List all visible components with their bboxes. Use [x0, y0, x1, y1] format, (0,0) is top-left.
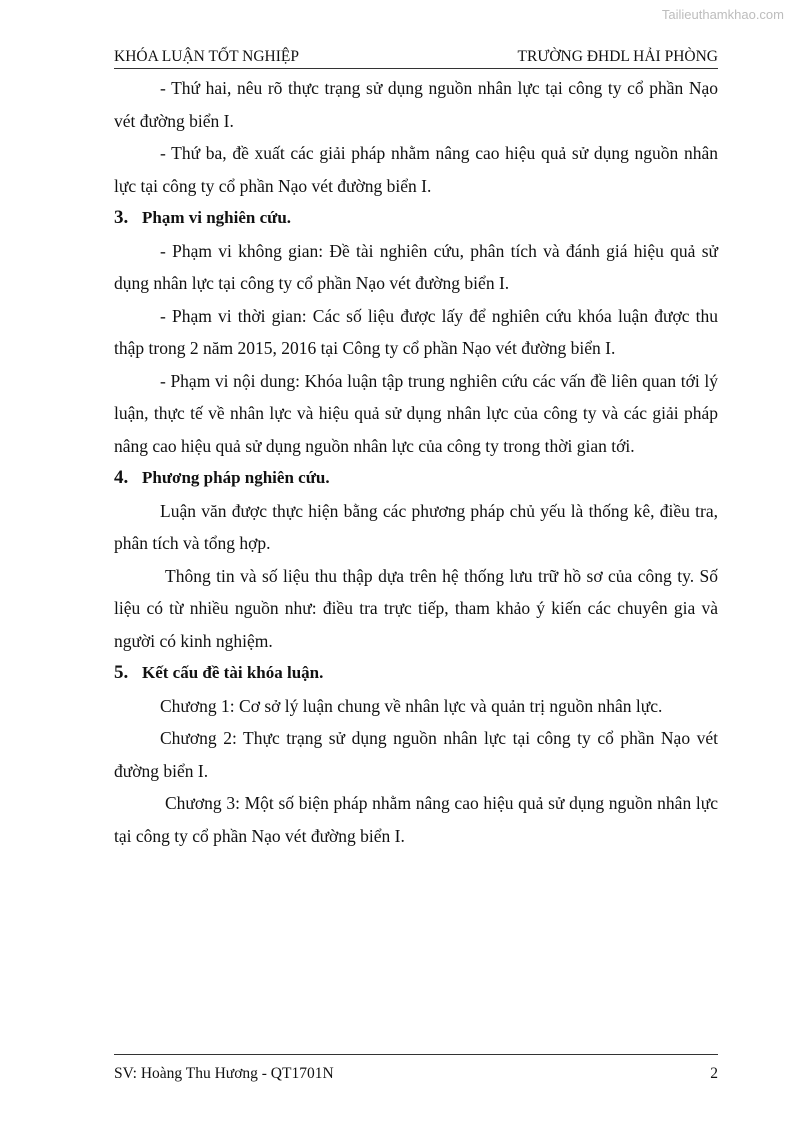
footer-author: SV: Hoàng Thu Hương - QT1701N [114, 1065, 334, 1082]
heading-text: Phạm vi nghiên cứu. [142, 208, 292, 227]
paragraph: Thông tin và số liệu thu thập dựa trên hệ thống lưu trữ hồ sơ của công ty. Số liệu có từ nhiều nguồn như: điều tra trực tiếp, tham khảo ý kiến các chuyên gia và người có kinh nghiệm. [114, 565, 718, 651]
section-heading-5 [114, 657, 718, 690]
section-heading-4 [114, 462, 718, 495]
page-number: 2 [710, 1065, 718, 1082]
heading-text: Phương pháp nghiên cứu. [142, 468, 330, 487]
page-body [114, 72, 718, 852]
paragraph: - Phạm vi nội dung: Khóa luận tập trung nghiên cứu các vấn đề liên quan tới lý luận, thực tế về nhân lực và hiệu quả sử dụng nhân lực của công ty và các giải pháp nâng cao hiệu quả sử dụng nguồn nhân lực của công ty trong thời gian tới. [114, 370, 718, 456]
heading-number: 4. [114, 467, 129, 488]
paragraph: Chương 3: Một số biện pháp nhằm nâng cao hiệu quả sử dụng nguồn nhân lực tại công ty cổ phần Nạo vét đường biển I. [114, 793, 718, 846]
section-heading-3 [114, 202, 718, 235]
paragraph: Chương 2: Thực trạng sử dụng nguồn nhân lực tại công ty cổ phần Nạo vét đường biển I. [114, 728, 718, 781]
paragraph: Luận văn được thực hiện bằng các phương pháp chủ yếu là thống kê, điều tra, phân tích và tổng hợp. [114, 500, 718, 553]
paragraph: - Thứ ba, đề xuất các giải pháp nhằm nâng cao hiệu quả sử dụng nguồn nhân lực tại công ty cổ phần Nạo vét đường biển I. [114, 143, 718, 196]
paragraph: Chương 1: Cơ sở lý luận chung về nhân lực và quản trị nguồn nhân lực. [160, 695, 663, 716]
watermark: Tailieuthamkhao.com [661, 7, 784, 22]
heading-number: 3. [114, 207, 129, 228]
paragraph: - Phạm vi không gian: Đề tài nghiên cứu, phân tích và đánh giá hiệu quả sử dụng nhân lực tại công ty cổ phần Nạo vét đường biển I. [114, 240, 718, 293]
header-right: TRƯỜNG ĐHDL HẢI PHÒNG [517, 48, 718, 65]
paragraph: - Phạm vi thời gian: Các số liệu được lấy để nghiên cứu khóa luận được thu thập trong 2 năm 2015, 2016 tại Công ty cổ phần Nạo vét đường biển I. [114, 305, 718, 358]
heading-number: 5. [114, 662, 129, 683]
paragraph: - Thứ hai, nêu rõ thực trạng sử dụng nguồn nhân lực tại công ty cổ phần Nạo vét đường biển I. [114, 78, 718, 131]
page-header [114, 48, 718, 69]
header-left: KHÓA LUẬN TỐT NGHIỆP [114, 48, 299, 65]
heading-text: Kết cấu đề tài khóa luận. [142, 663, 324, 682]
page-footer [114, 1054, 718, 1083]
